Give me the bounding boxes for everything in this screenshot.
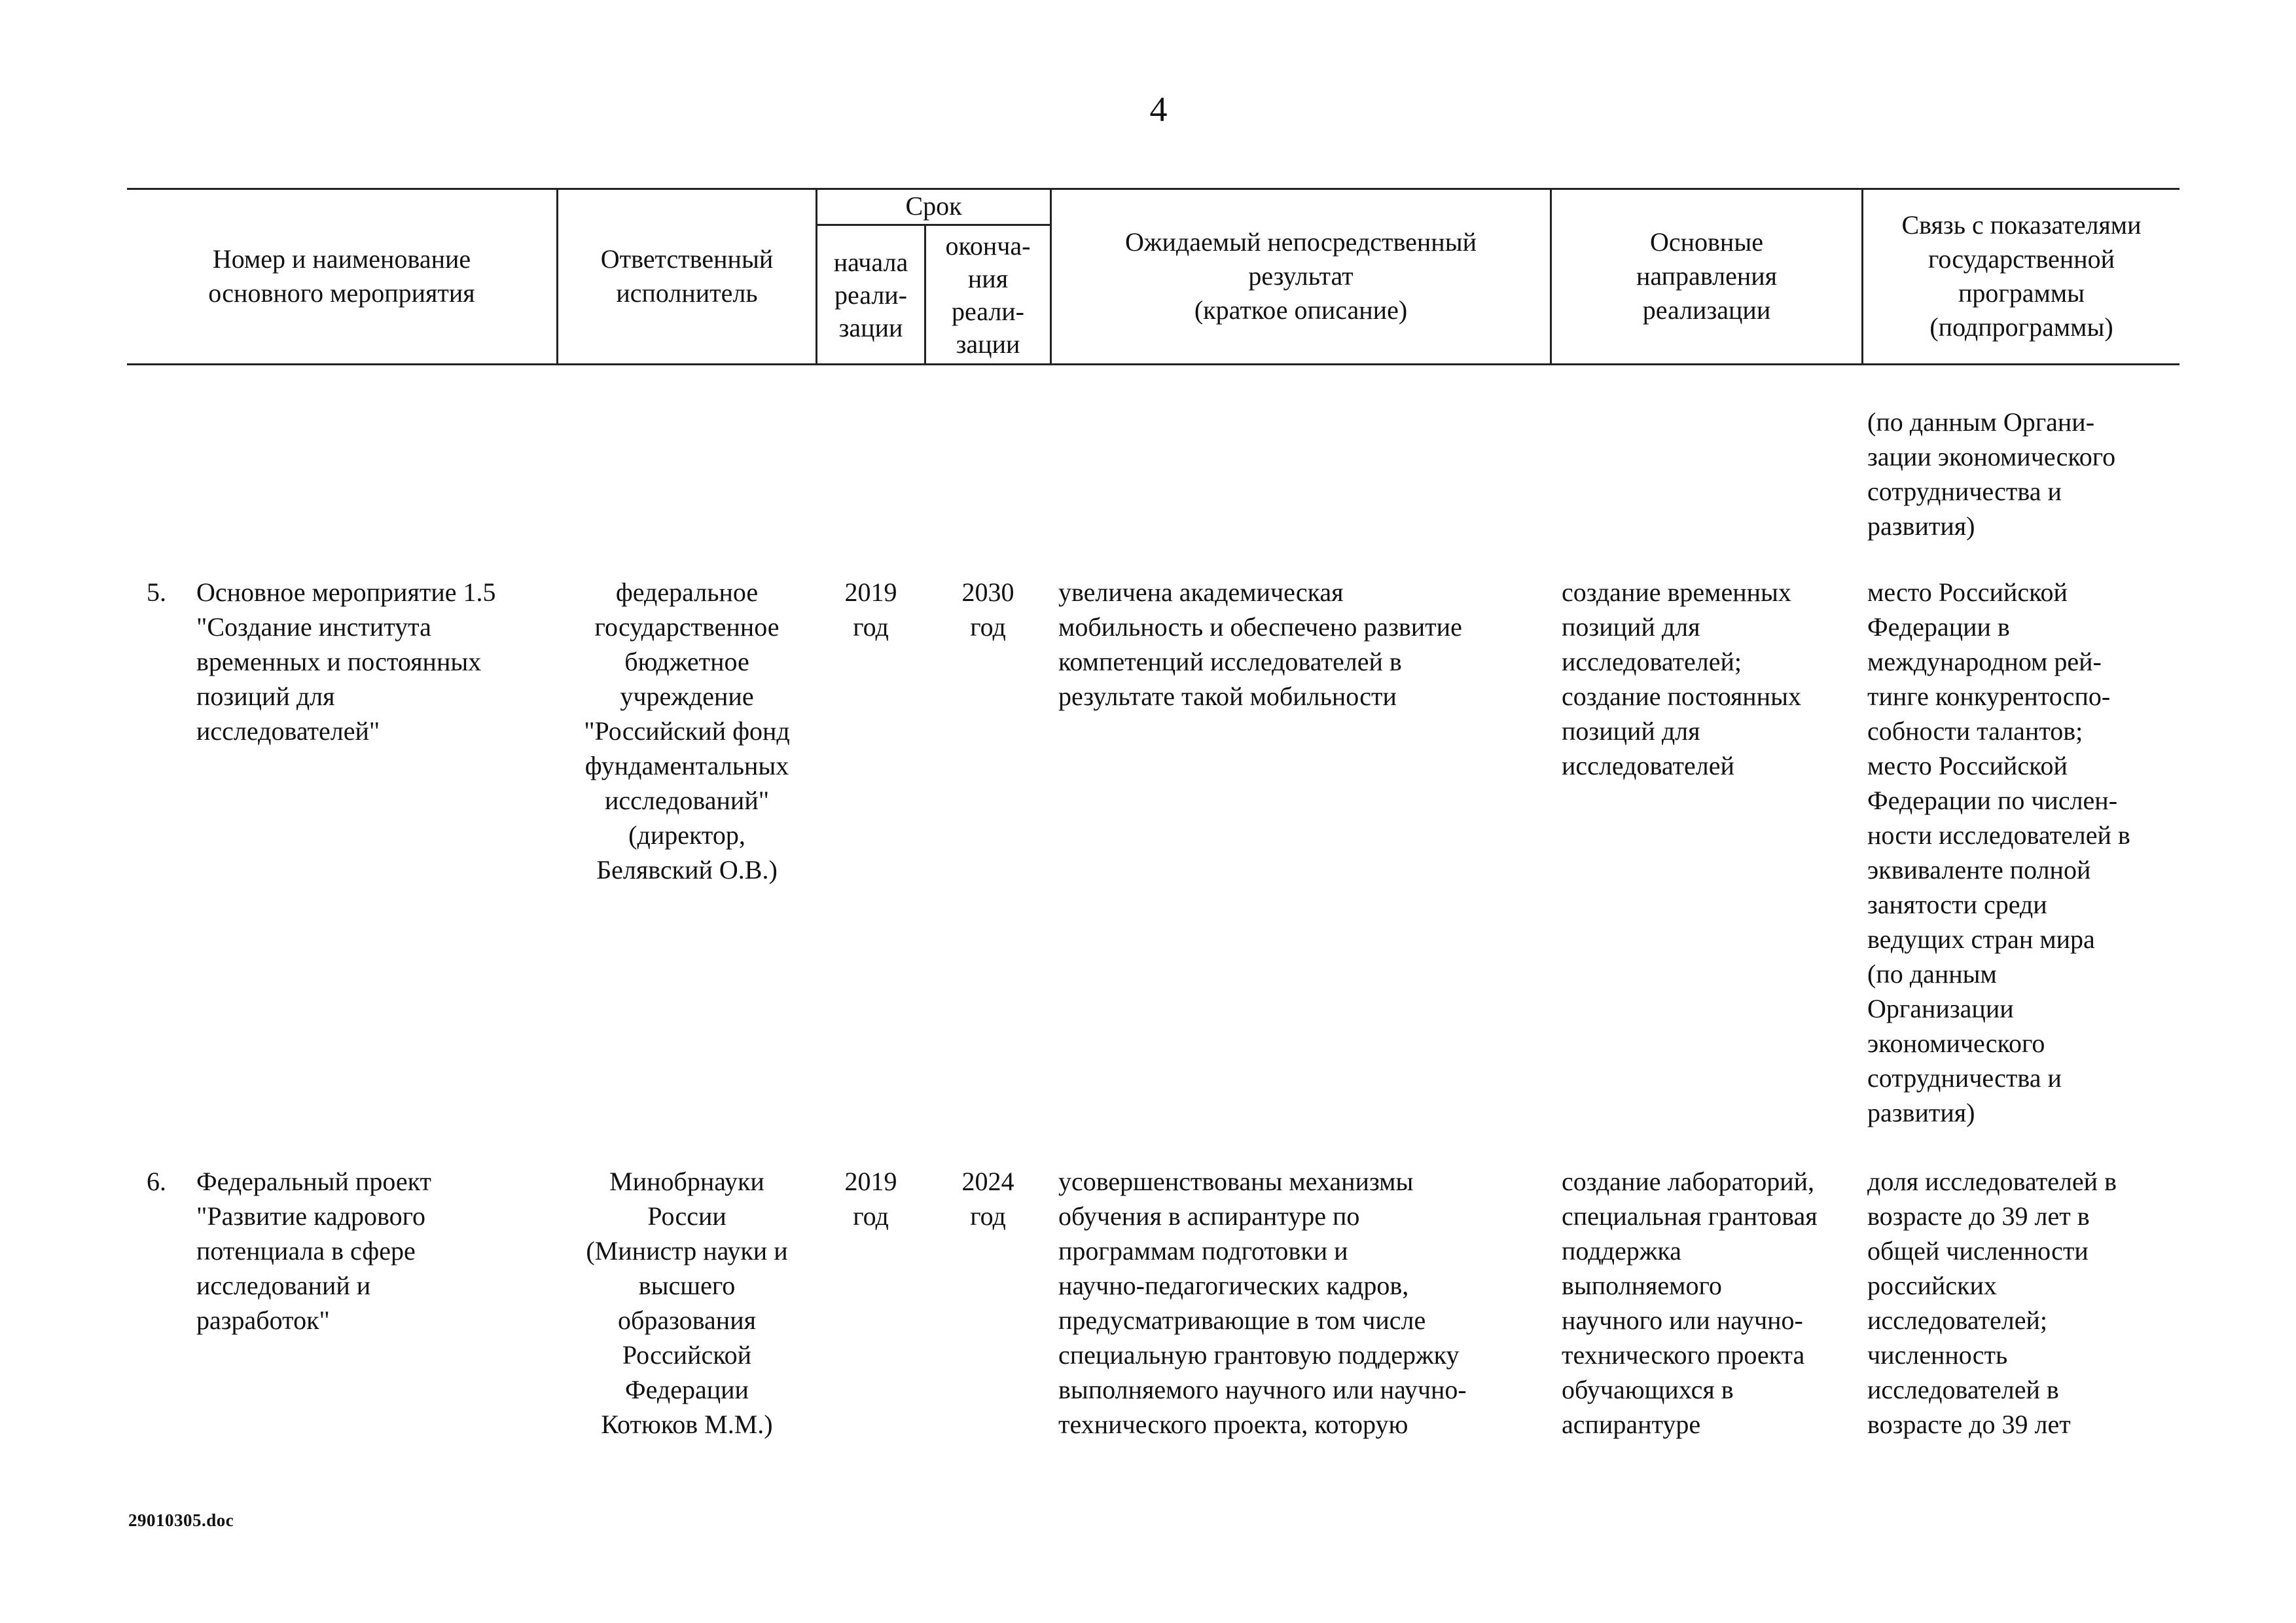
header-col-end: оконча- ния реали- зации (945, 231, 1031, 359)
row-executor: федеральное государственное бюджетное учреждение "Российский фонд фундаментальных исследований" (директор, Белявский О.В.) (584, 577, 790, 884)
header-col-directions: Основные направления реализации (1636, 227, 1778, 325)
continuation-link-text: (по данным Органи- зации экономического сотрудничества и развития) (1867, 407, 2116, 541)
row-result: увеличена академическая мобильность и обеспечено развитие компетенций исследователей в результате такой мобильности (1058, 577, 1462, 711)
row-end: 2024 год (961, 1167, 1014, 1231)
row-directions: создание временных позиций для исследователей; создание постоянных позиций для исследователей (1562, 577, 1801, 780)
row-directions: создание лабораторий, специальная грантовая поддержка выполняемого научного или научно- технического проекта обучающихся в аспирантуре (1562, 1167, 1818, 1439)
row-start: 2019 год (844, 1167, 897, 1231)
footer-document-code: 29010305.doc (128, 1510, 234, 1530)
header-col-start: начала реали- зации (833, 247, 908, 342)
table-header (127, 188, 2179, 365)
row-start: 2019 год (844, 577, 897, 642)
header-col-result: Ожидаемый непосредственный результат (краткое описание) (1124, 227, 1477, 325)
row-result: усовершенствованы механизмы обучения в аспирантуре по программам подготовки и научно-педагогических кадров, предусматривающие в том числе специальную грантовую поддержку выполняемого научного или научно- технического проекта, которую (1058, 1167, 1467, 1439)
header-col-term: Срок (905, 191, 962, 221)
row-number: 6. (147, 1167, 166, 1196)
row-executor: Минобрнауки России (Министр науки и высшего образования Российской Федерации Котюков М.М.) (586, 1167, 788, 1439)
page-number: 4 (1149, 90, 1168, 129)
header-col-link: Связь с показателями государственной программы (подпрограммы) (1901, 210, 2142, 342)
row-name: Основное мероприятие 1.5 "Создание института временных и постоянных позиций для исследователей" (196, 577, 496, 746)
row-number: 5. (147, 577, 166, 607)
header-col-name: Номер и наименование основного мероприятия (208, 244, 475, 308)
row-link: доля исследователей в возрасте до 39 лет в общей численности российских исследователей; численность исследователей в возрасте до 39 лет (1867, 1167, 2117, 1439)
row-link: место Российской Федерации в международном рей- тинге конкурентоспо- собности талантов; место Российской Федерации по числен- ности исследователей в эквиваленте полной занятости среди ведущих стран мира (по данным Организации экономического сотрудничества и развития) (1867, 577, 2130, 1127)
header-col-executor: Ответственный исполнитель (600, 244, 774, 308)
row-name: Федеральный проект "Развитие кадрового потенциала в сфере исследований и разработок" (196, 1167, 431, 1335)
row-end: 2030 год (961, 577, 1014, 642)
